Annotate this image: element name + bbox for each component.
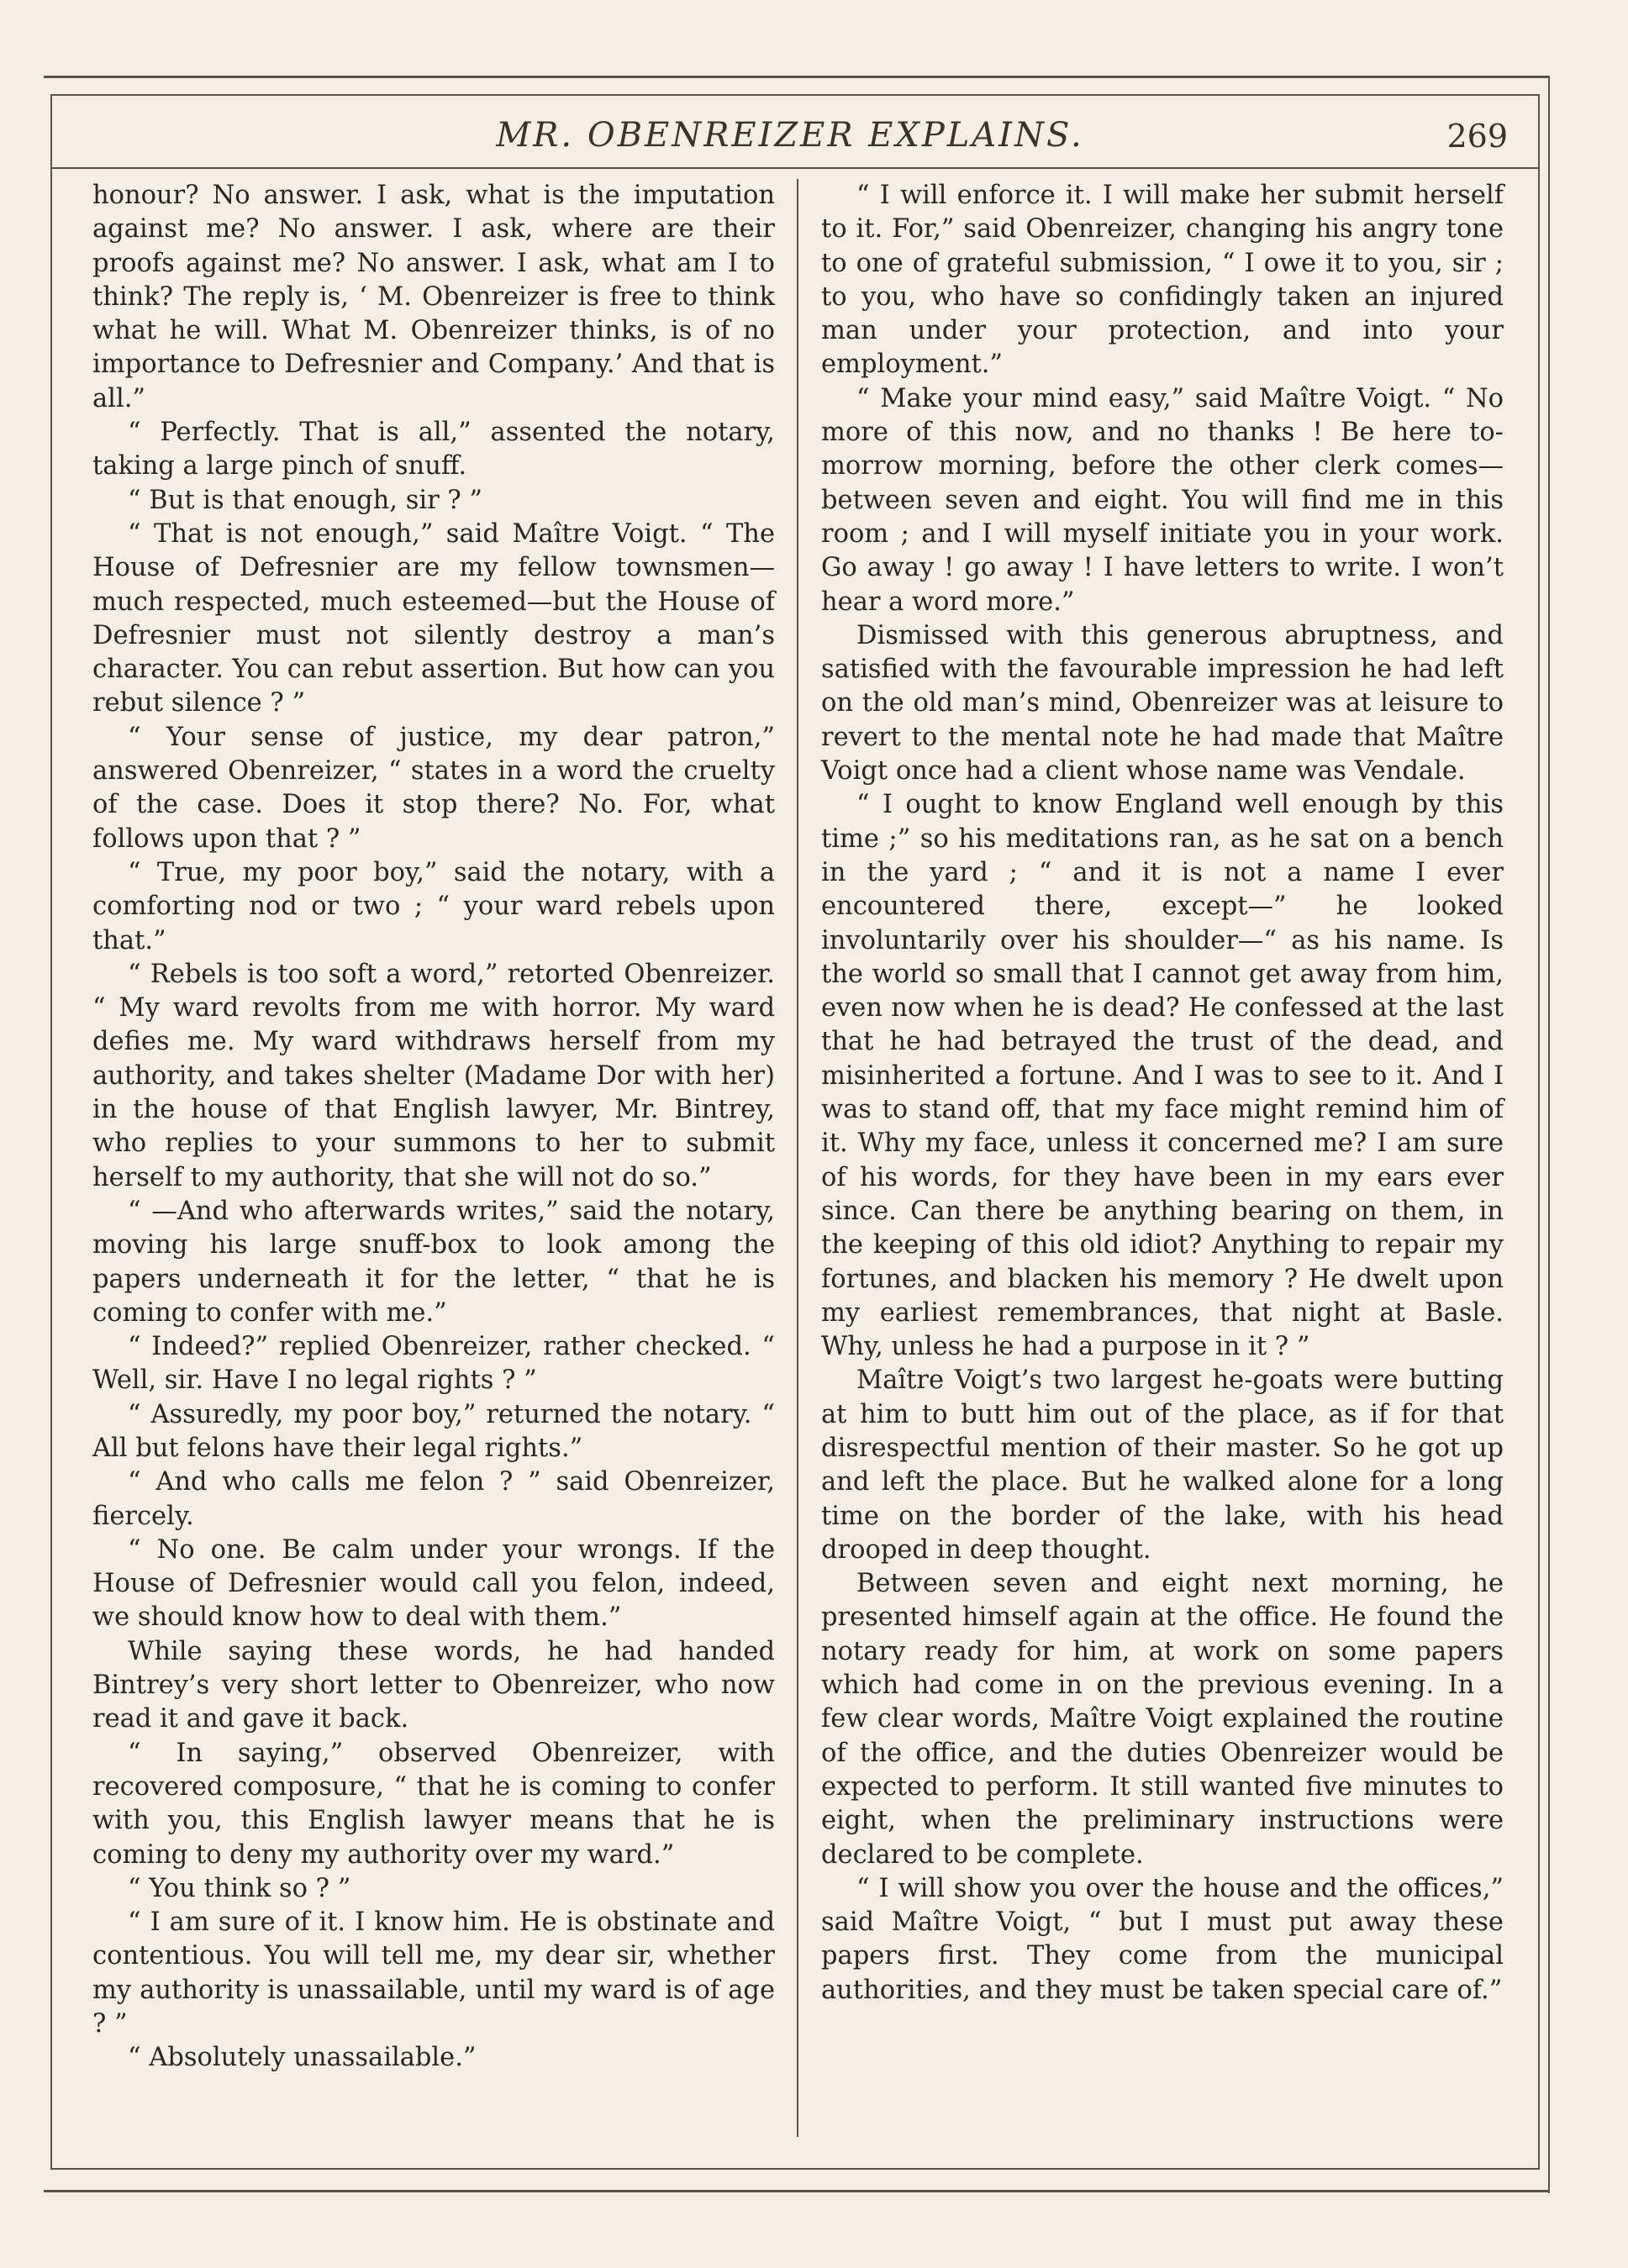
paragraph: “ Indeed?” replied Obenreizer, rather checked. “ Well, sir. Have I no legal rights ? ”	[92, 1332, 775, 1396]
paragraph: “ But is that enough, sir ? ”	[128, 485, 483, 515]
running-title: MR. OBENREIZER EXPLAINS.	[496, 116, 1084, 155]
bottom-inner-rule	[52, 2168, 1540, 2170]
paragraph: “ True, my poor boy,” said the notary, with a comforting nod or two ; “ your ward rebels upon that.”	[92, 857, 775, 955]
paragraph: “ No one. Be calm under your wrongs. If the House of Defresnier would call you felon, indeed, we should know how to deal with them.”	[92, 1534, 775, 1633]
right-frame-rule	[1538, 94, 1540, 2170]
left-text-column	[92, 179, 775, 2076]
bottom-outer-rule	[44, 2190, 1550, 2192]
paragraph: “ Make your mind easy,” said Maître Voigt. “ No more of this now, and no thanks ! Be here to-morrow morning, before the other clerk comes—between seven and eight. You will find me in this room ; and I will myself initiate you in your work. Go away ! go away ! I have letters to write. I won’t hear a word more.”	[821, 383, 1504, 617]
header-underline-rule	[52, 167, 1540, 169]
paragraph: “ Assuredly, my poor boy,” returned the notary. “ All but felons have their legal rights.”	[92, 1399, 775, 1463]
paragraph: honour? No answer. I ask, what is the imputation against me? No answer. I ask, where are their proofs against me? No answer. I ask, what am I to think? The reply is, ‘ M. Obenreizer is free to think what he will. What M. Obenreizer thinks, is of no importance to Defresnier and Company.’ And that is all.”	[92, 181, 775, 413]
paragraph: “ —And who afterwards writes,” said the notary, moving his large snuff-box to look among the papers underneath it for the letter, “ that he is coming to confer with me.”	[92, 1196, 775, 1328]
paragraph: “ I will enforce it. I will make her submit herself to it. For,” said Obenreizer, changing his angry tone to one of grateful submission, “ I owe it to you, sir ; to you, who have so confidingly taken an injured man under your protection, and into your employment.”	[821, 181, 1504, 380]
paragraph: “ Your sense of justice, my dear patron,” answered Obenreizer, “ states in a word the cruelty of the case. Does it stop there? No. For, what follows upon that ? ”	[92, 722, 775, 854]
page-number: 269	[1446, 118, 1508, 155]
paragraph: While saying these words, he had handed Bintrey’s very short letter to Obenreizer, who now read it and gave it back.	[92, 1636, 775, 1734]
top-inner-rule	[52, 94, 1540, 96]
paragraph: Maître Voigt’s two largest he-goats were butting at him to butt him out of the place, as if for that disrespectful mention of their master. So he got up and left the place. But he walked alone for a long time on the border of the lake, with his head drooped in deep thought.	[821, 1366, 1504, 1565]
paragraph: Between seven and eight next morning, he presented himself again at the office. He found the notary ready for him, at work on some papers which had come in on the previous evening. In a few clear words, Maître Voigt explained the routine of the office, and the duties Obenreizer would be expected to perform. It still wanted five minutes to eight, when the preliminary instructions were declared to be complete.	[821, 1569, 1504, 1870]
left-frame-rule	[50, 94, 52, 2170]
paragraph: Dismissed with this generous abruptness, and satisfied with the favourable impression he had left on the old man’s mind, Obenreizer was at leisure to revert to the mental note he had made that Maître Voigt once had a client whose name was Vendale.	[821, 620, 1504, 787]
paragraph: “ In saying,” observed Obenreizer, with recovered composure, “ that he is coming to confer with you, this English lawyer means that he is coming to deny my authority over my ward.”	[92, 1738, 775, 1870]
paragraph: “ Rebels is too soft a word,” retorted Obenreizer. “ My ward revolts from me with horror. My ward defies me. My ward withdraws herself from my authority, and takes shelter (Madame Dor with her) in the house of that English lawyer, Mr. Bintrey, who replies to your summons to her to submit herself to my authority, that she will not do so.”	[92, 959, 775, 1192]
right-text-column	[821, 179, 1504, 2008]
right-outer-frame-rule	[1548, 76, 1550, 2193]
paragraph: “ And who calls me felon ? ” said Obenreizer, fiercely.	[92, 1467, 775, 1531]
paragraph: “ Absolutely unassailable.”	[128, 2043, 477, 2073]
paragraph: “ I am sure of it. I know him. He is obstinate and contentious. You will tell me, my dear sir, whether my authority is unassailable, until my ward is of age ? ”	[92, 1908, 775, 2039]
paragraph: “ Perfectly. That is all,” assented the notary, taking a large pinch of snuff.	[92, 418, 775, 481]
paragraph: “ You think so ? ”	[128, 1873, 351, 1903]
paragraph: “ I will show you over the house and the offices,” said Maître Voigt, “ but I must put away these papers first. They come from the municipal authorities, and they must be taken special care of.”	[821, 1873, 1504, 2005]
paragraph: “ I ought to know England well enough by this time ;” so his meditations ran, as he sat on a bench in the yard ; “ and it is not a name I ever encountered there, except—” he looked involuntarily over his shoulder—“ as his name. Is the world so small that I cannot get away from him, even now when he is dead? He confessed at the last that he had betrayed the trust of the dead, and misinherited a fortune. And I was to see to it. And I was to stand off, that my face might remind him of it. Why my face, unless it concerned me? I am sure of his words, for they have been in my ears ever since. Can there be anything bearing on them, in the keeping of this old idiot? Anything to repair my fortunes, and blacken his memory ? He dwelt upon my earliest remembrances, that night at Basle. Why, unless he had a purpose in it ? ”	[821, 790, 1504, 1362]
paragraph: “ That is not enough,” said Maître Voigt. “ The House of Defresnier are my fellow townsmen—much respected, much esteemed—but the House of Defresnier must not silently destroy a man’s character. You can rebut assertion. But how can you rebut silence ? ”	[92, 518, 775, 718]
column-divider-rule	[797, 179, 798, 2137]
page-header	[52, 116, 1528, 166]
top-outer-rule	[44, 76, 1548, 78]
